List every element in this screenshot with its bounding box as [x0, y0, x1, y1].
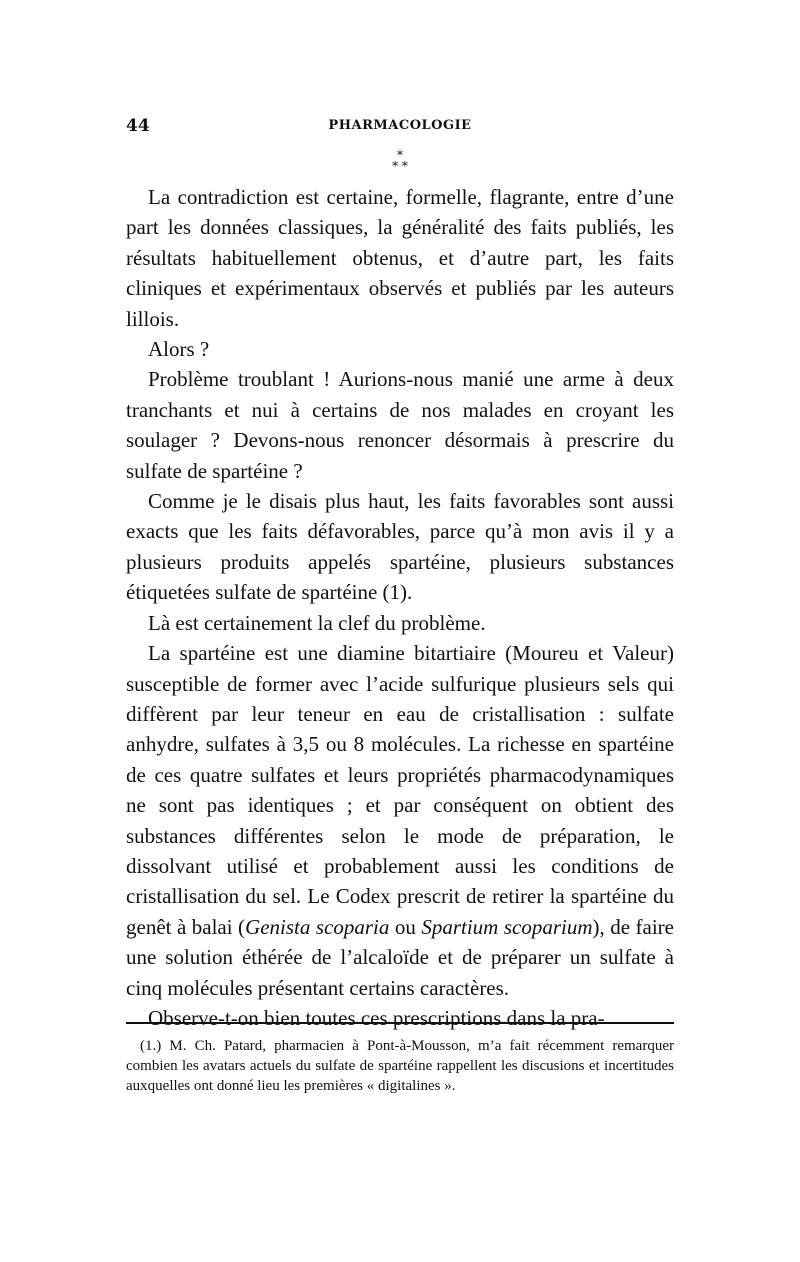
paragraph-codex — [126, 638, 674, 1003]
paragraph: Alors ? — [148, 337, 210, 362]
asterism-top: * — [397, 148, 403, 162]
page-header — [126, 116, 674, 138]
paragraph: Comme je le disais plus haut, les faits favorables sont aussi exacts que les faits défavorables, parce qu’à mon avis il y a plusieurs produits appelés spartéine, plusieurs substances étiquetées sulfate de spartéine (1). — [126, 489, 674, 605]
asterism-bottom: * * — [392, 159, 408, 173]
paragraph: Là est certainement la clef du problème. — [148, 610, 486, 635]
page-number: 44 — [126, 116, 150, 136]
footnote-rule — [126, 1022, 674, 1024]
paragraph: La contradiction est certaine, formelle, flagrante, entre d’une part les données classiques, la généralité des faits publiés, les résultats habituellement obtenus, et d’autre part, les faits cliniques et expérimentaux observés et publiés par les auteurs lillois. — [126, 185, 674, 331]
latin-name: Spartium scoparium — [421, 914, 593, 939]
footnote — [126, 1036, 674, 1096]
running-title: PHARMACOLOGIE — [328, 118, 472, 133]
paragraph-text: ou — [389, 914, 422, 939]
paragraph-last-line: Observe-t-on bien toutes ces prescriptions dans la pra- — [148, 1005, 605, 1030]
paragraph-text: ), de faire une solution éthérée de l’alcaloïde et de préparer un sulfate à cinq molécules présentant certains caractères. — [126, 914, 674, 1000]
latin-name: Genista scoparia — [245, 914, 390, 939]
asterism-separator — [382, 150, 418, 180]
paragraph: Problème troublant ! Aurions-nous manié une arme à deux tranchants et nui à certains de nos malades en croyant les soulager ? Devons-nous renoncer désormais à prescrire du sulfate de spartéine ? — [126, 367, 674, 483]
body-text — [126, 182, 674, 1033]
footnote-text: (1.) M. Ch. Patard, pharmacien à Pont-à-Mousson, m’a fait récemment remarquer combien les avatars actuels du sulfate de spartéine rappellent les discusions et incertitudes auxquelles ont donné lieu les premières « digitalines ». — [126, 1038, 674, 1094]
paragraph-text: La spartéine est une diamine bitartiaire (Moureu et Valeur) susceptible de former avec l’acide sulfurique plusieurs sels qui diffèrent par leur teneur en eau de cristallisation : sulfate anhydre, sulfates à 3,5 ou 8 molécules. La richesse en spartéine de ces quatre sulfates et leurs propriétés pharmacodynamiques ne sont pas identiques ; et par conséquent on obtient des substances différentes selon le mode de préparation, le dissolvant utilisé et probablement aussi les conditions de cristallisation du sel. Le Codex prescrit de retirer la spartéine du genêt à balai ( — [126, 641, 674, 939]
